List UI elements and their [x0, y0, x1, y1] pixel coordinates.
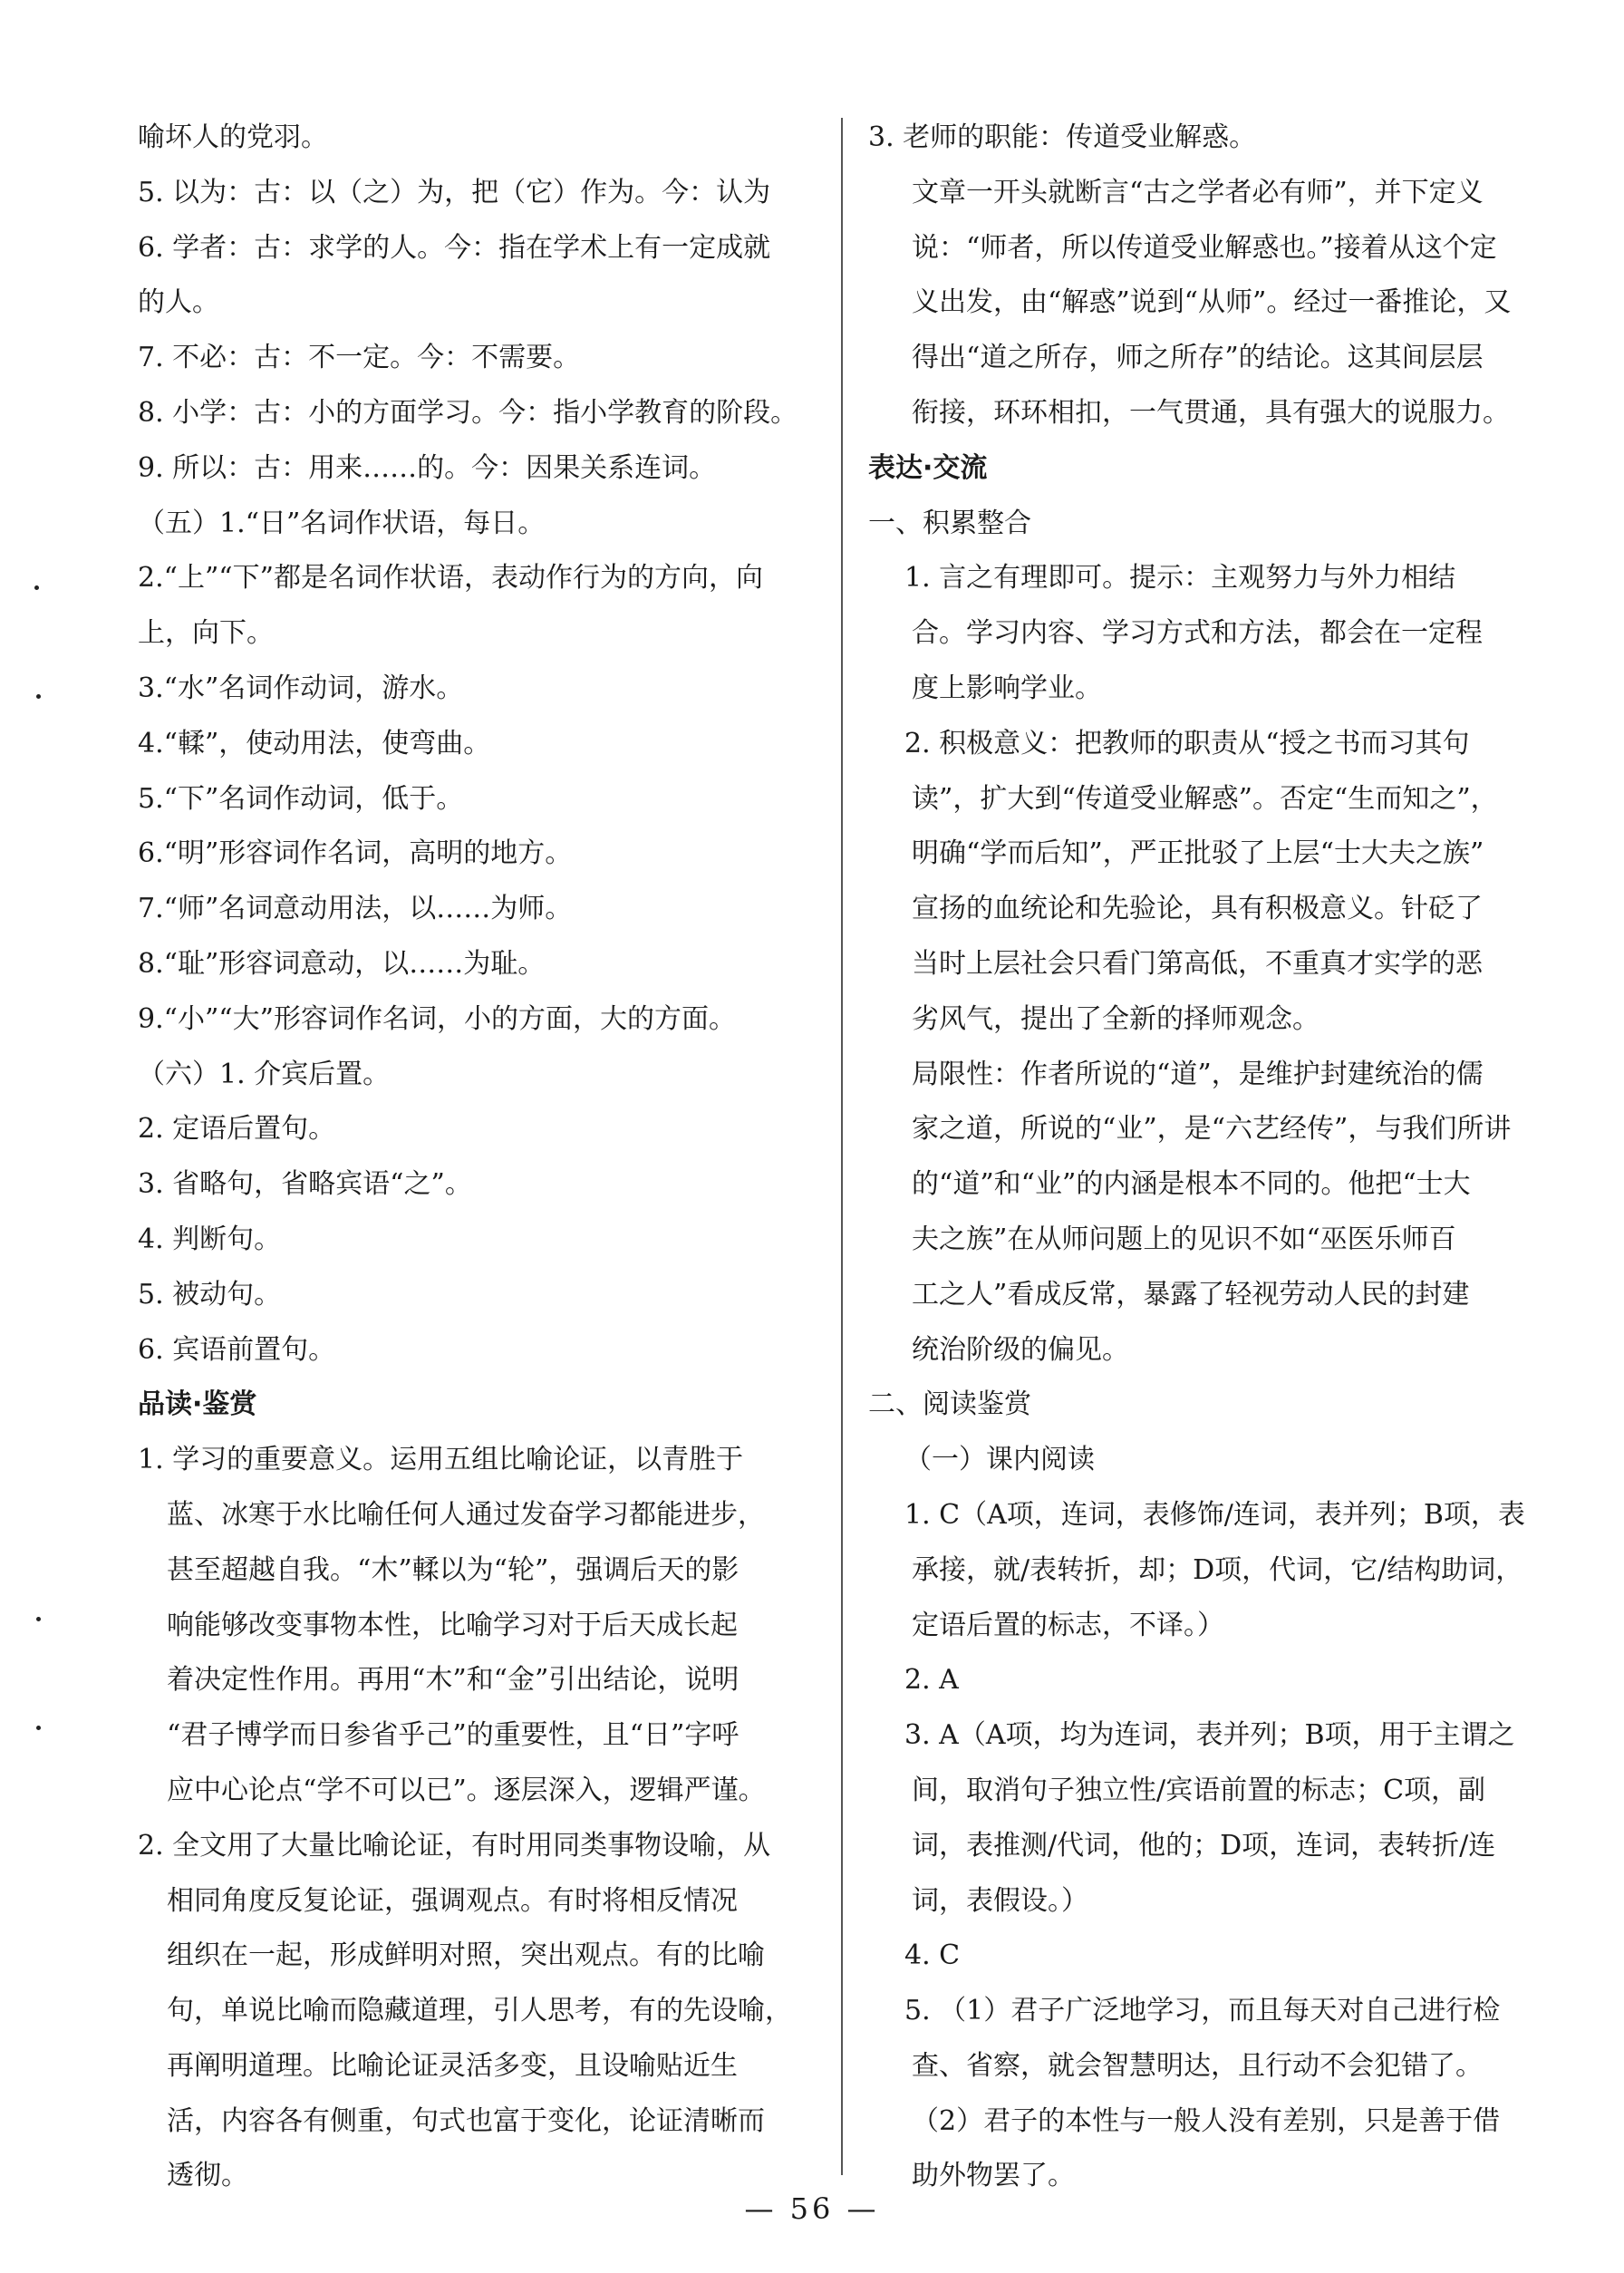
text-line: （六）1. 介宾后置。	[138, 1058, 391, 1090]
text-line: 助外物罢了。	[912, 2160, 1075, 2192]
text-line: 义出发，由“解惑”说到“从师”。经过一番推论，又	[912, 286, 1512, 319]
text-line: 6.“明”形容词作名词，高明的地方。	[138, 837, 573, 870]
text-line: 的“道”和“业”的内涵是根本不同的。他把“士大	[912, 1168, 1471, 1201]
scan-speck	[34, 585, 39, 590]
right-column	[868, 111, 1566, 2204]
text-line: 相同角度反复论证，强调观点。有时将相反情况	[167, 1884, 738, 1917]
text-line: 2. 全文用了大量比喻论证，有时用同类事物设喻，从	[138, 1829, 771, 1862]
text-line: 9.“小”“大”形容词作名词，小的方面，大的方面。	[138, 1002, 736, 1035]
text-line: 定语后置的标志，不译。）	[912, 1609, 1224, 1641]
text-line: 5. 以为：古：以（之）为，把（它）作为。今：认为	[138, 176, 771, 208]
text-line: 说：“师者，所以传道受业解惑也。”接着从这个定	[912, 231, 1497, 264]
text-line: 组织在一起，形成鲜明对照，突出观点。有的比喻	[167, 1939, 765, 1972]
text-line: 5.“下”名词作动词，低于。	[138, 782, 464, 815]
text-line: 2. 积极意义：把教师的职责从“授之书而习其句	[904, 727, 1470, 759]
text-line: （五）1.“日”名词作状语，每日。	[138, 507, 546, 539]
text-line: 1. 言之有理即可。提示：主观努力与外力相结	[904, 562, 1456, 595]
text-line: 7. 不必：古：不一定。今：不需要。	[138, 342, 581, 374]
scan-speck	[36, 694, 41, 699]
text-line: 得出“道之所存，师之所存”的结论。这其间层层	[912, 342, 1484, 374]
text-line: 6. 学者：古：求学的人。今：指在学术上有一定成就	[138, 231, 771, 264]
text-line: 句，单说比喻而隐藏道理，引人思考，有的先设喻，	[167, 1995, 792, 2027]
section-heading: 表达·交流	[868, 451, 988, 484]
text-line: （2）君子的本性与一般人没有差别，只是善于借	[912, 2104, 1501, 2137]
text-line: 5. （1）君子广泛地学习，而且每天对自己进行检	[904, 1995, 1501, 2027]
text-line: 度上影响学业。	[912, 672, 1102, 704]
left-column	[138, 111, 826, 2204]
text-line: 当时上层社会只看门第高低，不重真才实学的恶	[912, 947, 1483, 980]
text-line: （一）课内阅读	[904, 1444, 1095, 1476]
text-line: 1. C（A项，连词，表修饰/连词，表并列；B项，表	[904, 1498, 1525, 1531]
text-line: 上，向下。	[138, 617, 274, 650]
text-line: 9. 所以：古：用来……的。今：因果关系连词。	[138, 451, 717, 484]
text-line: 家之道，所说的“业”，是“六艺经传”，与我们所讲	[912, 1113, 1512, 1146]
page-number: — 56 —	[744, 2191, 880, 2226]
text-line: 宣扬的血统论和先验论，具有积极意义。针砭了	[912, 893, 1483, 925]
text-line: 明确“学而后知”，严正批驳了上层“士大夫之族”	[912, 837, 1484, 870]
text-line: 1. 学习的重要意义。运用五组比喻论证，以青胜于	[138, 1444, 744, 1476]
text-line: 着决定性作用。再用“木”和“金”引出结论，说明	[167, 1664, 740, 1697]
scan-speck	[36, 1726, 41, 1730]
text-line: 2. A	[904, 1664, 959, 1697]
text-line: 透彻。	[167, 2160, 248, 2192]
text-line: 蓝、冰寒于水比喻任何人通过发奋学习都能进步，	[167, 1498, 765, 1531]
text-line: 4.“輮”，使动用法，使弯曲。	[138, 727, 491, 759]
scan-speck	[36, 1617, 41, 1621]
text-line: 夫之族”在从师问题上的见识不如“巫医乐师百	[912, 1223, 1456, 1255]
text-line: 查、省察，就会智慧明达，且行动不会犯错了。	[912, 2049, 1483, 2082]
text-line: 词，表推测/代词，他的；D项，连词，表转折/连	[912, 1829, 1496, 1862]
text-line: 活，内容各有侧重，句式也富于变化，论证清晰而	[167, 2104, 765, 2137]
text-line: 承接，就/表转折，却；D项，代词，它/结构助词，	[912, 1553, 1523, 1586]
text-line: 5. 被动句。	[138, 1278, 282, 1311]
text-line: 喻坏人的党羽。	[138, 121, 328, 153]
text-line: 二、阅读鉴赏	[868, 1388, 1031, 1421]
text-line: 3. 老师的职能：传道受业解惑。	[868, 121, 1257, 153]
text-line: 响能够改变事物本性，比喻学习对于后天成长起	[167, 1609, 738, 1641]
text-line: 间，取消句子独立性/宾语前置的标志；C项，副	[912, 1774, 1486, 1806]
text-line: 4. C	[904, 1939, 961, 1972]
text-line: 读”，扩大到“传道受业解惑”。否定“生而知之”，	[912, 782, 1498, 815]
text-line: 统治阶级的偏见。	[912, 1333, 1129, 1366]
text-line: 局限性：作者所说的“道”，是维护封建统治的儒	[912, 1058, 1484, 1090]
text-line: 应中心论点“学不可以已”。逐层深入，逻辑严谨。	[167, 1774, 766, 1806]
text-line: 4. 判断句。	[138, 1223, 282, 1255]
text-line: 2.“上”“下”都是名词作状语，表动作行为的方向，向	[138, 562, 763, 595]
text-line: 甚至超越自我。“木”輮以为“轮”，强调后天的影	[167, 1553, 740, 1586]
text-line: 劣风气，提出了全新的择师观念。	[912, 1002, 1320, 1035]
section-heading: 品读·鉴赏	[138, 1388, 257, 1421]
text-line: 8.“耻”形容词意动，以……为耻。	[138, 947, 546, 980]
text-line: 合。学习内容、学习方式和方法，都会在一定程	[912, 617, 1483, 650]
text-line: 文章一开头就断言“古之学者必有师”，并下定义	[912, 176, 1484, 208]
text-line: 衔接，环环相扣，一气贯通，具有强大的说服力。	[912, 396, 1510, 429]
text-line: “君子博学而日参省乎己”的重要性，且“日”字呼	[167, 1719, 740, 1752]
text-line: 7.“师”名词意动用法，以……为师。	[138, 893, 573, 925]
text-line: 8. 小学：古：小的方面学习。今：指小学教育的阶段。	[138, 396, 798, 429]
text-line: 一、积累整合	[868, 507, 1031, 539]
text-line: 的人。	[138, 286, 219, 319]
text-line: 词，表假设。）	[912, 1884, 1088, 1917]
text-line: 2. 定语后置句。	[138, 1113, 336, 1146]
text-line: 再阐明道理。比喻论证灵活多变，且设喻贴近生	[167, 2049, 738, 2082]
text-line: 3.“水”名词作动词，游水。	[138, 672, 464, 704]
text-line: 工之人”看成反常，暴露了轻视劳动人民的封建	[912, 1278, 1470, 1311]
column-divider	[841, 118, 843, 2175]
text-line: 3. 省略句，省略宾语“之”。	[138, 1168, 472, 1201]
text-line: 6. 宾语前置句。	[138, 1333, 336, 1366]
text-line: 3. A（A项，均为连词，表并列；B项，用于主谓之	[904, 1719, 1515, 1752]
